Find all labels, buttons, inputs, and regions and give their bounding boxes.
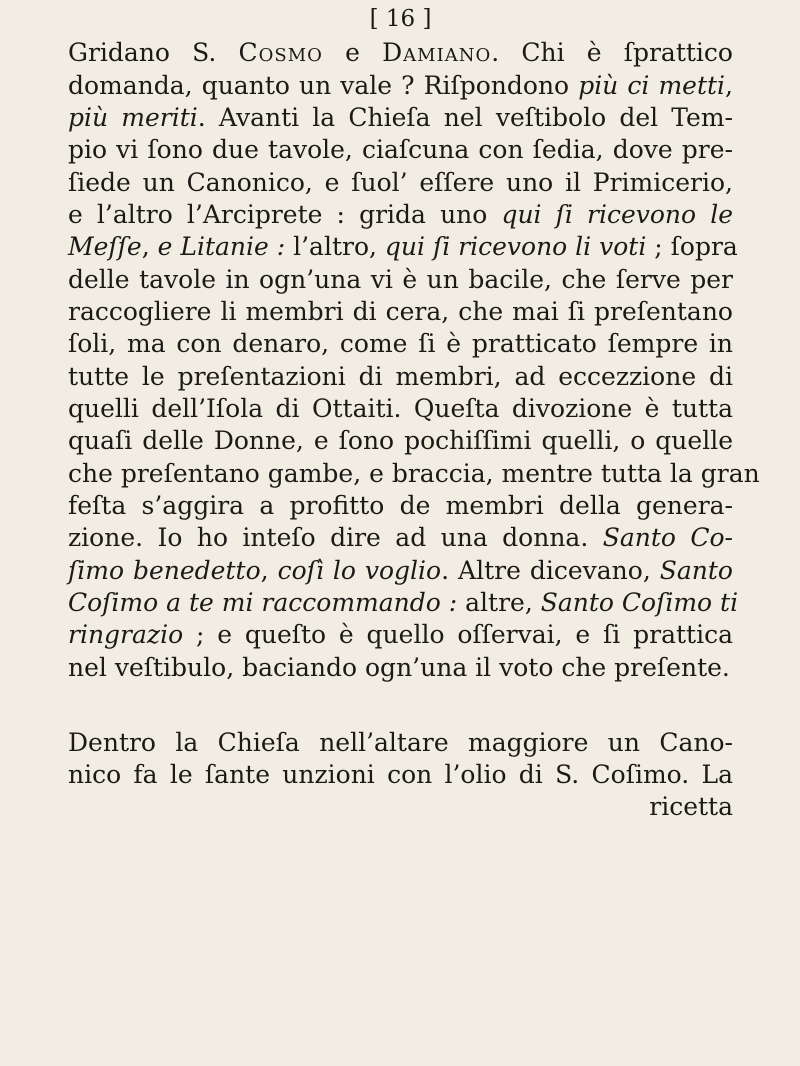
text-line xyxy=(68,730,733,755)
italic-text: coſì lo voglio xyxy=(277,556,442,585)
italic-text: e Litanie : xyxy=(157,232,286,261)
text-run: nel veſtibulo, baciando ogn’una il voto che preſente. xyxy=(68,653,730,682)
text-line xyxy=(68,655,733,680)
text-line xyxy=(68,622,733,647)
text-run: delle tavole in ogn’una vi è un bacile, che ſerve per xyxy=(68,265,733,294)
small-caps-text: Cosmo xyxy=(238,38,323,67)
text-run: tutte le preſentazioni di membri, ad eccezzione di xyxy=(68,362,733,391)
italic-text: più ci metti xyxy=(578,71,726,100)
text-line xyxy=(68,137,733,162)
text-run: Gridano S. xyxy=(68,38,239,67)
text-line xyxy=(68,525,733,550)
text-run: , xyxy=(725,71,733,100)
catchword: ricetta xyxy=(649,792,733,821)
text-line xyxy=(68,588,739,617)
italic-text: Santo Co- xyxy=(602,523,733,552)
text-run: feſta s’aggira a profitto de membri della genera- xyxy=(68,491,733,520)
text-line xyxy=(68,267,733,292)
italic-text: qui ſi ricevono le xyxy=(501,200,733,229)
text-run: domanda, quanto un vale ? Riſpondono xyxy=(68,71,579,100)
text-run: quelli dell’Iſola di Ottaiti. Queſta divozione è tutta xyxy=(68,394,733,423)
text-run: che preſentano gambe, e braccia, mentre tutta la gran xyxy=(68,459,760,488)
text-line xyxy=(68,331,733,356)
text-run: ſoli, ma con denaro, come ſi è pratticato ſempre in xyxy=(68,329,733,358)
text-run: e l’altro l’Arciprete : grida uno xyxy=(68,200,502,229)
text-run: quaſi delle Donne, e ſono pochiſſimi quelli, o quelle xyxy=(68,426,733,455)
text-run: , xyxy=(141,232,158,261)
text-run: ; ſopra xyxy=(646,232,738,261)
text-run: zione. Io ho inteſo dire ad una donna. xyxy=(68,523,603,552)
text-run: , xyxy=(260,556,278,585)
text-run: l’altro, xyxy=(285,232,385,261)
text-line xyxy=(68,396,733,421)
italic-text: più meriti xyxy=(68,103,198,132)
text-run: pio vi ſono due tavole, ciaſcuna con ſedia, dove pre- xyxy=(68,135,733,164)
italic-text: Santo xyxy=(659,556,733,585)
text-line xyxy=(68,299,733,324)
text-run: nico fa le ſante unzioni con l’olio di S. Coſimo. La xyxy=(68,760,733,789)
text-run: . Chi è ſprattico xyxy=(491,38,733,67)
text-run: . Altre dicevano, xyxy=(441,556,660,585)
text-line xyxy=(68,202,733,227)
text-run: raccogliere li membri di cera, che mai ſi preſentano xyxy=(68,297,733,326)
text-line xyxy=(68,170,733,195)
text-run: e xyxy=(322,38,383,67)
italic-text: ſimo benedetto xyxy=(68,556,261,585)
page-number: [ 16 ] xyxy=(369,6,432,32)
text-line xyxy=(68,105,733,130)
text-line xyxy=(68,428,733,453)
text-line xyxy=(68,459,760,488)
text-run: . Avanti la Chieſa nel veſtibolo del Tem- xyxy=(197,103,733,132)
italic-text: Meſſe xyxy=(68,232,142,261)
text-line xyxy=(68,762,733,787)
italic-text: Coſimo a te mi raccommando : xyxy=(68,588,458,617)
text-run: Dentro la Chieſa nell’altare maggiore un Cano- xyxy=(68,728,733,757)
text-line xyxy=(68,73,733,98)
text-line xyxy=(68,40,733,65)
text-line xyxy=(68,558,733,583)
small-caps-text: Damiano xyxy=(382,38,492,67)
text-line xyxy=(68,364,733,389)
text-run: ſiede un Canonico, e ſuol’ eſſere uno il Primicerio, xyxy=(68,168,733,197)
text-run: altre, xyxy=(457,588,541,617)
italic-text: ringrazio xyxy=(68,620,184,649)
italic-text: qui ſi ricevono li voti xyxy=(384,232,647,261)
text-line xyxy=(68,232,738,261)
text-line xyxy=(68,493,733,518)
italic-text: Santo Coſimo ti xyxy=(540,588,739,617)
text-run: ; e queſto è quello oſſervai, e ſi prattica xyxy=(183,620,733,649)
